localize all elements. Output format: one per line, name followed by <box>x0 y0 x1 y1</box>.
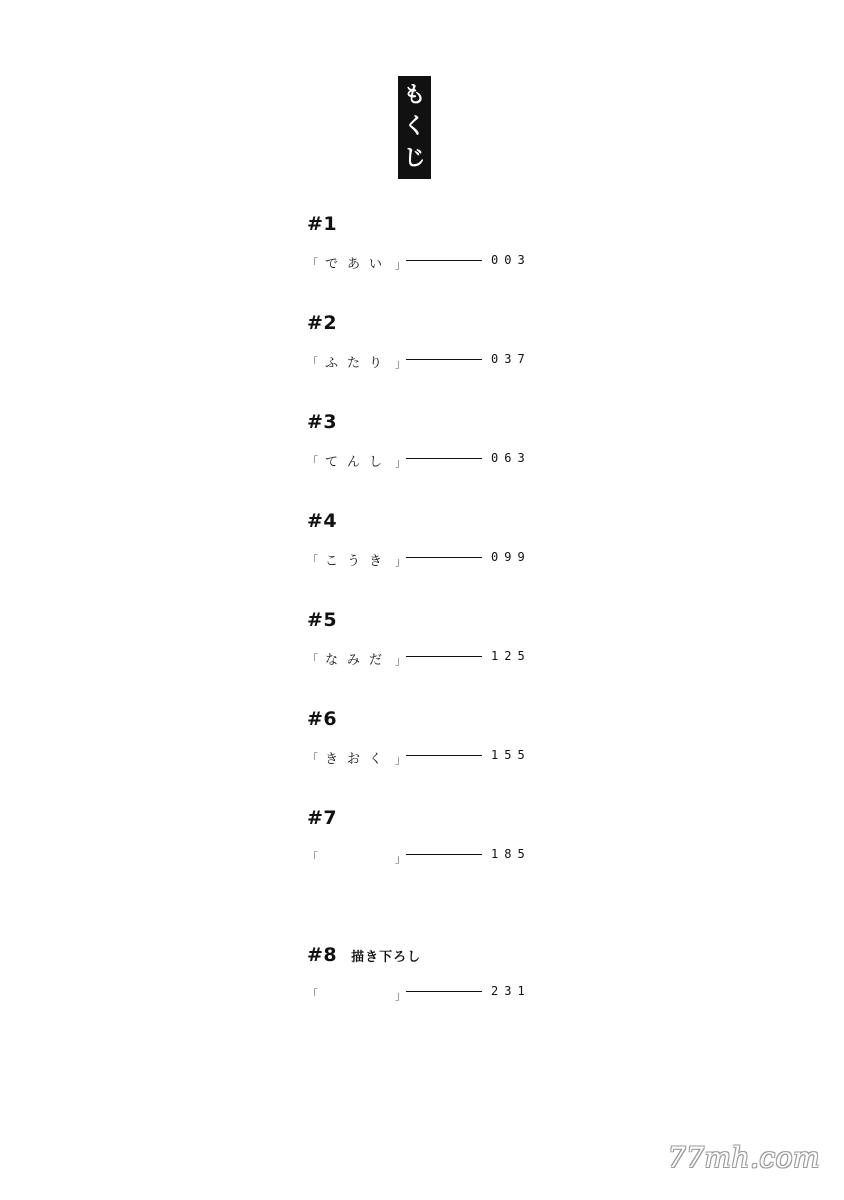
entry-number: #8 <box>307 944 338 966</box>
chapter-title: こうき <box>325 554 392 569</box>
open-bracket: 「 <box>307 356 318 369</box>
entry-number: #1 <box>307 213 338 235</box>
leader-line <box>406 359 482 360</box>
leader-line <box>406 260 482 261</box>
leader-line <box>406 755 482 756</box>
chapter-title: なみだ <box>325 653 392 668</box>
page-number: 099 <box>491 550 531 564</box>
open-bracket: 「 <box>307 554 318 567</box>
toc-entry-4[interactable] <box>307 510 567 572</box>
open-bracket: 「 <box>307 988 318 1001</box>
leader-line <box>406 991 482 992</box>
page-number: 155 <box>491 748 531 762</box>
close-bracket: 」 <box>395 258 406 271</box>
open-bracket: 「 <box>307 653 318 666</box>
open-bracket: 「 <box>307 455 318 468</box>
page-number: 125 <box>491 649 531 663</box>
page-number: 063 <box>491 451 531 465</box>
entry-note: 描き下ろし <box>351 950 422 965</box>
toc-entry-2[interactable] <box>307 312 567 374</box>
leader-line <box>406 557 482 558</box>
page-number: 185 <box>491 847 531 861</box>
toc-title-char: も <box>403 82 426 108</box>
toc-entry-6[interactable] <box>307 708 567 770</box>
entry-number: #4 <box>307 510 338 532</box>
site-watermark: 77mh.com <box>667 1141 820 1174</box>
page-number: 231 <box>491 984 531 998</box>
close-bracket: 」 <box>395 357 406 370</box>
entry-number: #6 <box>307 708 338 730</box>
close-bracket: 」 <box>395 989 406 1002</box>
leader-line <box>406 458 482 459</box>
entry-number: #2 <box>307 312 338 334</box>
chapter-title: てんし <box>325 455 392 470</box>
toc-title <box>398 76 431 179</box>
open-bracket: 「 <box>307 257 318 270</box>
open-bracket: 「 <box>307 851 318 864</box>
page-number: 037 <box>491 352 531 366</box>
chapter-title: ふたり <box>325 356 392 371</box>
entry-number: #5 <box>307 609 338 631</box>
close-bracket: 」 <box>395 456 406 469</box>
toc-title-char: じ <box>403 146 426 172</box>
close-bracket: 」 <box>395 852 406 865</box>
toc-entry-7[interactable] <box>307 807 567 869</box>
toc-entry-5[interactable] <box>307 609 567 671</box>
entry-number: #3 <box>307 411 338 433</box>
open-bracket: 「 <box>307 752 318 765</box>
close-bracket: 」 <box>395 753 406 766</box>
leader-line <box>406 854 482 855</box>
page-number: 003 <box>491 253 531 267</box>
toc-entry-8[interactable] <box>307 944 567 1006</box>
close-bracket: 」 <box>395 654 406 667</box>
toc-entry-1[interactable] <box>307 213 567 275</box>
toc-entry-3[interactable] <box>307 411 567 473</box>
chapter-title: であい <box>325 257 392 272</box>
toc-title-char: く <box>403 114 426 140</box>
entry-number: #7 <box>307 807 338 829</box>
chapter-title: きおく <box>325 752 392 767</box>
leader-line <box>406 656 482 657</box>
close-bracket: 」 <box>395 555 406 568</box>
